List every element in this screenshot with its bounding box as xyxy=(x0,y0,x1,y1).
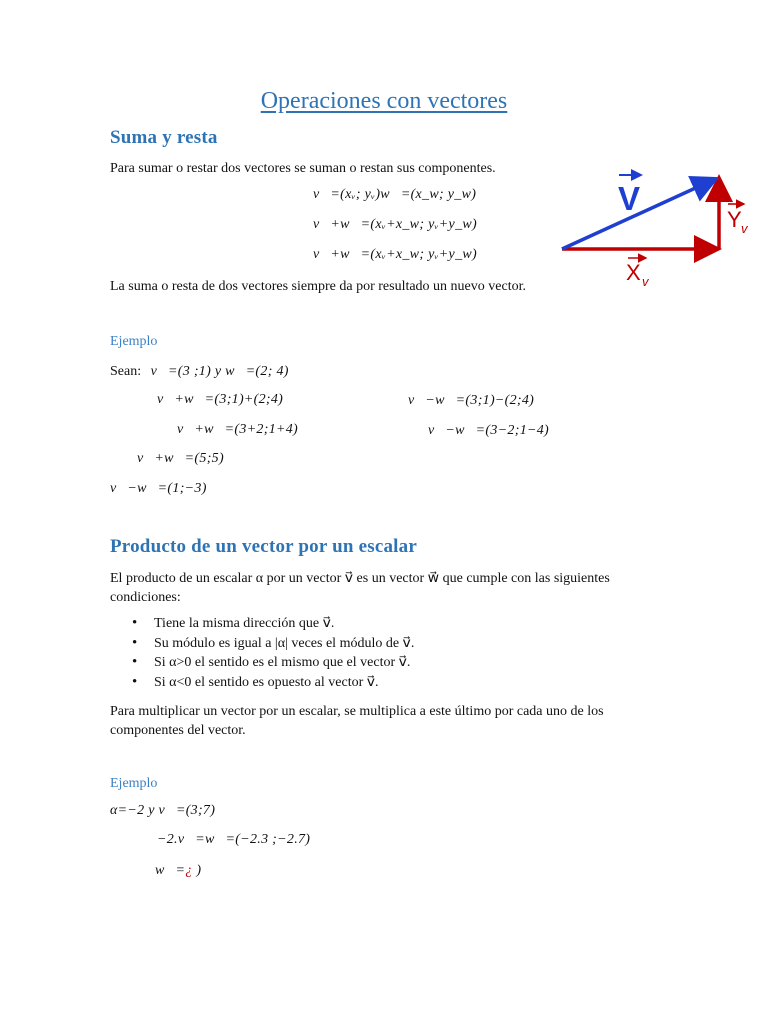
y-label: Y xyxy=(727,207,742,232)
section-heading-producto: Producto de un vector por un escalar xyxy=(110,536,417,557)
diff-step-3: v⃗−w⃗=(1;−3) xyxy=(110,481,207,496)
page-title: Operaciones con vectores xyxy=(260,88,508,114)
scalar-example-line-1: α=−2 y v⃗=(3;7) xyxy=(110,803,216,818)
result-prefix: w⃗= xyxy=(155,863,186,878)
scalar-example-line-3 xyxy=(155,863,201,879)
sean-expression: v⃗=(3 ;1) y w⃗=(2; 4) xyxy=(150,364,289,379)
x-label-sub: v xyxy=(642,274,649,289)
y-label-sub: v xyxy=(741,221,748,236)
example-heading-2: Ejemplo xyxy=(110,776,158,791)
list-item: • Si α>0 el sentido es el mismo que el vector v⃗. xyxy=(130,653,630,673)
x-label: X xyxy=(626,260,641,285)
result-placeholder: ¿ xyxy=(185,863,193,878)
section-heading-suma: Suma y resta xyxy=(110,127,218,148)
formula-vectors: v⃗=(xᵥ; yᵥ)w⃗=(x_w; y_w) xyxy=(313,187,477,202)
formula-sum-2: v⃗+w⃗=(xᵥ+x_w; yᵥ+y_w) xyxy=(313,247,477,262)
sum-step-3: v⃗+w⃗=(5;5) xyxy=(137,451,224,466)
suma-result: La suma o resta de dos vectores siempre da por resultado un nuevo vector. xyxy=(110,279,526,294)
sum-step-2: v⃗+w⃗=(3+2;1+4) xyxy=(177,422,299,437)
suma-intro: Para sumar o restar dos vectores se suman o restan sus componentes. xyxy=(110,161,496,176)
diff-step-2: v⃗−w⃗=(3−2;1−4) xyxy=(428,423,550,438)
example-heading-1: Ejemplo xyxy=(110,334,158,349)
formula-sum-1: v⃗+w⃗=(xᵥ+x_w; yᵥ+y_w) xyxy=(313,217,477,232)
list-item: • Su módulo es igual a |α| veces el módulo de v⃗. xyxy=(130,634,630,654)
vector-diagram xyxy=(555,165,760,290)
sean-line xyxy=(110,362,289,381)
producto-intro: El producto de un escalar α por un vector v⃗ es un vector w⃗ que cumple con las siguientes condiciones: xyxy=(110,571,610,605)
result-suffix: ) xyxy=(196,863,202,878)
producto-paragraph: Para multiplicar un vector por un escalar, se multiplica a este último por cada uno de los componentes del vector. xyxy=(110,704,604,738)
list-item: • Tiene la misma dirección que v⃗. xyxy=(130,614,630,634)
scalar-example-line-2: −2.v⃗=w⃗=(−2.3 ;−2.7) xyxy=(157,832,311,847)
list-item: • Si α<0 el sentido es opuesto al vector v⃗. xyxy=(130,673,630,693)
v-label: V xyxy=(618,180,641,217)
sum-step-1: v⃗+w⃗=(3;1)+(2;4) xyxy=(157,392,284,407)
conditions-list xyxy=(130,614,630,692)
sean-label: Sean: xyxy=(110,364,142,379)
diff-step-1: v⃗−w⃗=(3;1)−(2;4) xyxy=(408,393,535,408)
